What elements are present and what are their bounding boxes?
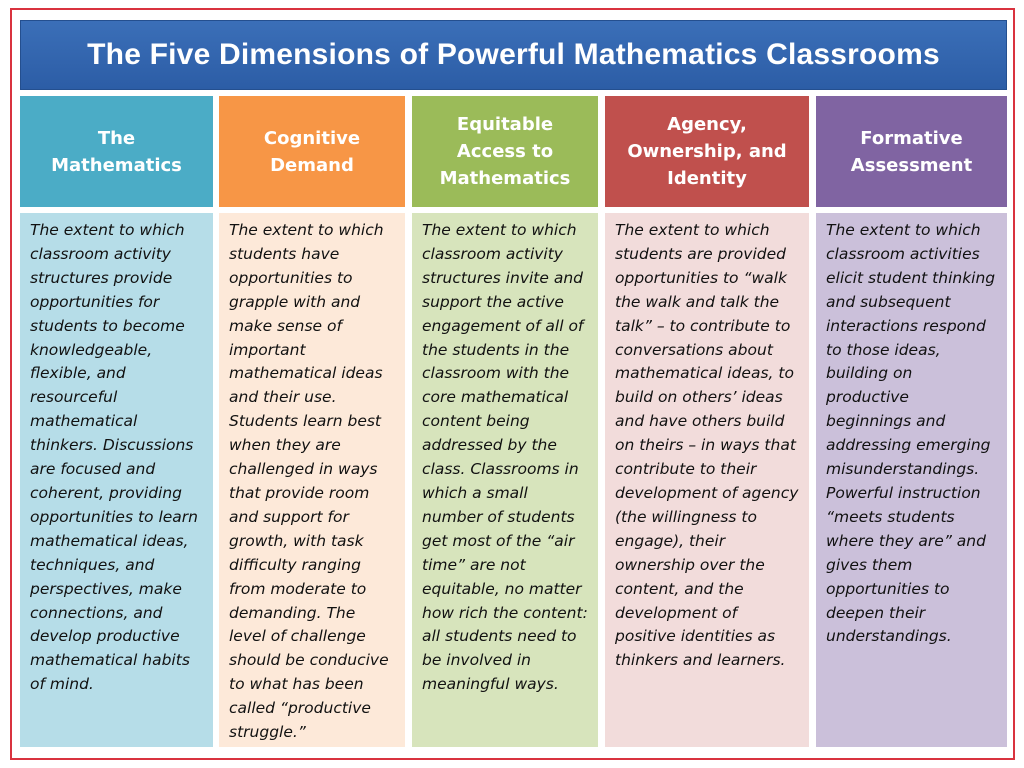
column-header-cognitive-demand: Cognitive Demand xyxy=(219,96,405,207)
column-description-cognitive-demand: The extent to which students have opportunities to grapple with and make sense of important mathematical ideas and their use. Students learn best when they are challenged in ways that provide room and support for growth, with task difficulty ranging from moderate to demanding. The level of challenge should be conducive to what has been called “productive struggle.” xyxy=(219,213,405,747)
slide-title: The Five Dimensions of Powerful Mathematics Classrooms xyxy=(87,38,940,71)
column-description-the-mathematics: The extent to which classroom activity structures provide opportunities for students to become knowledgeable, flexible, and resourceful mathematical thinkers. Discussions are focused and coherent, providing opportunities to learn mathematical ideas, techniques, and perspectives, make connections, and develop productive mathematical habits of mind. xyxy=(20,213,213,747)
column-description-agency-ownership-identity: The extent to which students are provided opportunities to “walk the walk and talk the talk” – to contribute to conversations about mathematical ideas, to build on others’ ideas and have others build on theirs – in ways that contribute to their development of agency (the willingness to engage), their ownership over the content, and the development of positive identities as thinkers and learners. xyxy=(605,213,809,747)
column-header-agency-ownership-identity: Agency, Ownership, and Identity xyxy=(605,96,809,207)
title-banner xyxy=(20,20,1007,90)
column-header-formative-assessment: Formative Assessment xyxy=(816,96,1007,207)
column-header-the-mathematics: The Mathematics xyxy=(20,96,213,207)
column-description-formative-assessment: The extent to which classroom activities elicit student thinking and subsequent interactions respond to those ideas, building on productive beginnings and addressing emerging misunderstandings. Powerful instruction “meets students where they are” and gives them opportunities to deepen their understandings. xyxy=(816,213,1007,747)
column-header-equitable-access: Equitable Access to Mathematics xyxy=(412,96,598,207)
column-description-equitable-access: The extent to which classroom activity structures invite and support the active engagement of all of the students in the classroom with the core mathematical content being addressed by the class. Classrooms in which a small number of students get most of the “air time” are not equitable, no matter how rich the content: all students need to be involved in meaningful ways. xyxy=(412,213,598,747)
